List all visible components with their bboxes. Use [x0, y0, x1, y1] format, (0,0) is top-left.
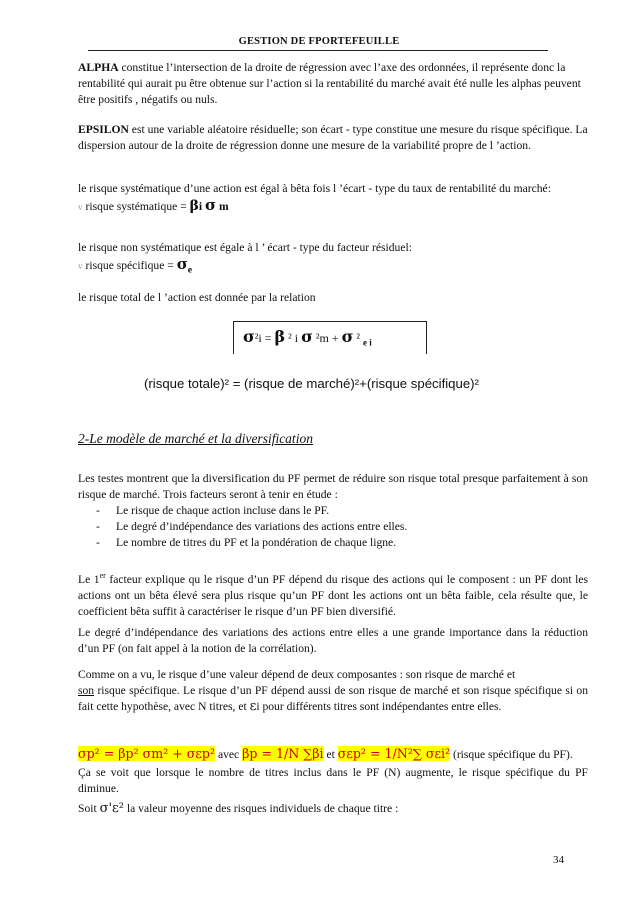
- header-rule: [88, 50, 548, 51]
- main-formula: [243, 327, 372, 347]
- comme-line1: Comme on a vu, le risque d’une valeur dépend de deux composantes : son risque de marché et: [78, 668, 516, 681]
- formula-et: et: [323, 748, 338, 761]
- bullet-icon: v: [78, 261, 83, 271]
- formula-sub: e i: [362, 337, 372, 348]
- sigma-epsilon-symbol: σ'ε²: [99, 801, 124, 816]
- list-item: - Le degré d’indépendance des variations des actions entre elles.: [78, 519, 588, 535]
- sigma-symbol: σ: [205, 196, 217, 214]
- ca-text: Ça se voit que lorsque le nombre de titres inclus dans le PF (N) augmente, le risque spécifique du PF diminue.: [78, 766, 588, 795]
- degree-text: Le degré d’indépendance des variations des actions entre elles a une grande importance dans la réduction d’un PF (on fait appel à la notion de la corrélation).: [78, 626, 588, 655]
- sigma-symbol: σ: [176, 255, 188, 273]
- paragraph-tests: [78, 471, 588, 551]
- paragraph-comme: [78, 667, 588, 715]
- paragraph-alpha: [78, 60, 588, 108]
- alpha-text: constitue l’intersection de la droite de régression avec l’axe des ordonnées, il représente donc la rentabilité qui aurait pu être obtenue sur l’action si la rentabilité du marché avait été nulle les alphas peuvent être positifs , négatifs ou nuls.: [78, 61, 581, 106]
- page-header: GESTION DE FPORTEFEUILLE: [238, 36, 400, 47]
- systematic-formula: [78, 197, 588, 215]
- total-risk-equation-text: (risque totale)² = (risque de marché)²+(risque spécifique)²: [144, 376, 479, 391]
- formula-portfolio-beta: βp = 1/N ∑βi: [242, 746, 324, 761]
- paragraph-factor1: [78, 568, 588, 620]
- epsilon-symbol: ε: [249, 699, 257, 714]
- formula-part: ²: [353, 331, 363, 345]
- tests-text: Les testes montrent que la diversification du PF permet de réduire son risque total presque parfaitement à son risque de marché. Trois facteurs seront à tenir en étude :: [78, 472, 588, 501]
- paragraph-ca: [78, 765, 588, 797]
- formula-line: [78, 746, 588, 763]
- comme-son: son: [78, 684, 95, 697]
- soit-text: la valeur moyenne des risques individuels de chaque titre :: [124, 802, 399, 815]
- epsilon-text: est une variable aléatoire résiduelle; son écart - type constitue une mesure du risque spécifique. La dispersion autour de la droite de régression donne une mesure de la variabilité propre de l ’action.: [78, 123, 588, 152]
- paragraph-degree: [78, 625, 588, 657]
- formula-specific-risk: σεp² = 1/N²∑ σεi²: [337, 746, 451, 761]
- formula-part: ²m +: [312, 331, 342, 345]
- systematic-formula-label: risque systématique =: [85, 200, 190, 213]
- formula-portfolio-variance: σp² = βp² σm² + σεp²: [78, 746, 216, 761]
- formula-note: (risque spécifique du PF).: [450, 748, 573, 761]
- formula-e: e: [187, 264, 193, 276]
- list-item: - Le risque de chaque action incluse dans le PF.: [78, 503, 588, 519]
- soit-lead: Soit: [78, 802, 100, 815]
- paragraph-epsilon: [78, 122, 588, 154]
- formula-part: ² i: [285, 331, 302, 345]
- comme-text: risque spécifique. Le risque d’un PF dépend aussi de son risque de marché et son risque spécifique si on fait cette hypothèse, avec N titres, et: [78, 684, 588, 713]
- formula-m: m: [216, 200, 229, 213]
- comme-text2: i pour différents titres sont indépendantes entre elles.: [256, 700, 502, 713]
- systematic-text: le risque systématique d’une action est égal à bêta fois l ’écart - type du taux de rentabilité du marché:: [78, 182, 551, 195]
- nonsystematic-text: le risque non systématique est égale à l ’ écart - type du facteur résiduel:: [78, 241, 412, 254]
- paragraph-nonsystematic-risk: [78, 240, 588, 278]
- factor1-sup: er: [99, 571, 106, 580]
- total-risk-equation: [0, 376, 638, 391]
- term-alpha: ALPHA: [78, 61, 119, 74]
- paragraph-systematic-risk: [78, 181, 588, 215]
- term-epsilon: EPSILON: [78, 123, 129, 136]
- factor-list: [78, 503, 588, 551]
- section-title: 2-Le modèle de marché et la diversification: [78, 431, 313, 446]
- paragraph-total-risk: [78, 290, 588, 306]
- sigma-symbol: σ: [243, 327, 255, 346]
- factor1-lead: Le 1: [78, 572, 100, 586]
- sigma-symbol: σ: [301, 327, 313, 346]
- formula-part: ²i =: [254, 331, 275, 345]
- paragraph-soit: [78, 801, 588, 817]
- total-risk-text: le risque total de l ’action est donnée par la relation: [78, 291, 316, 304]
- sigma-symbol: σ: [341, 327, 354, 346]
- formula-i: i: [198, 200, 203, 213]
- nonsystematic-formula: [78, 256, 588, 278]
- beta-symbol: β: [274, 327, 286, 346]
- formula-avec: avec: [215, 748, 243, 761]
- factor1-text: facteur explique qu le risque d’un PF dépend du risque des actions qui le composent : un PF dont les actions ont un bêta élevé sera plus risque qu’un PF dont les actions ont un bêta faible, cela résulte que, le coefficient bêta suffit à caractériser le risque d’un PF bien diversifié.: [78, 572, 588, 618]
- page-number: 34: [553, 854, 564, 866]
- nonsystematic-formula-label: risque spécifique =: [85, 259, 177, 272]
- list-item: - Le nombre de titres du PF et la pondération de chaque ligne.: [78, 535, 588, 551]
- bullet-icon: v: [78, 202, 83, 212]
- beta-symbol: β: [189, 198, 199, 214]
